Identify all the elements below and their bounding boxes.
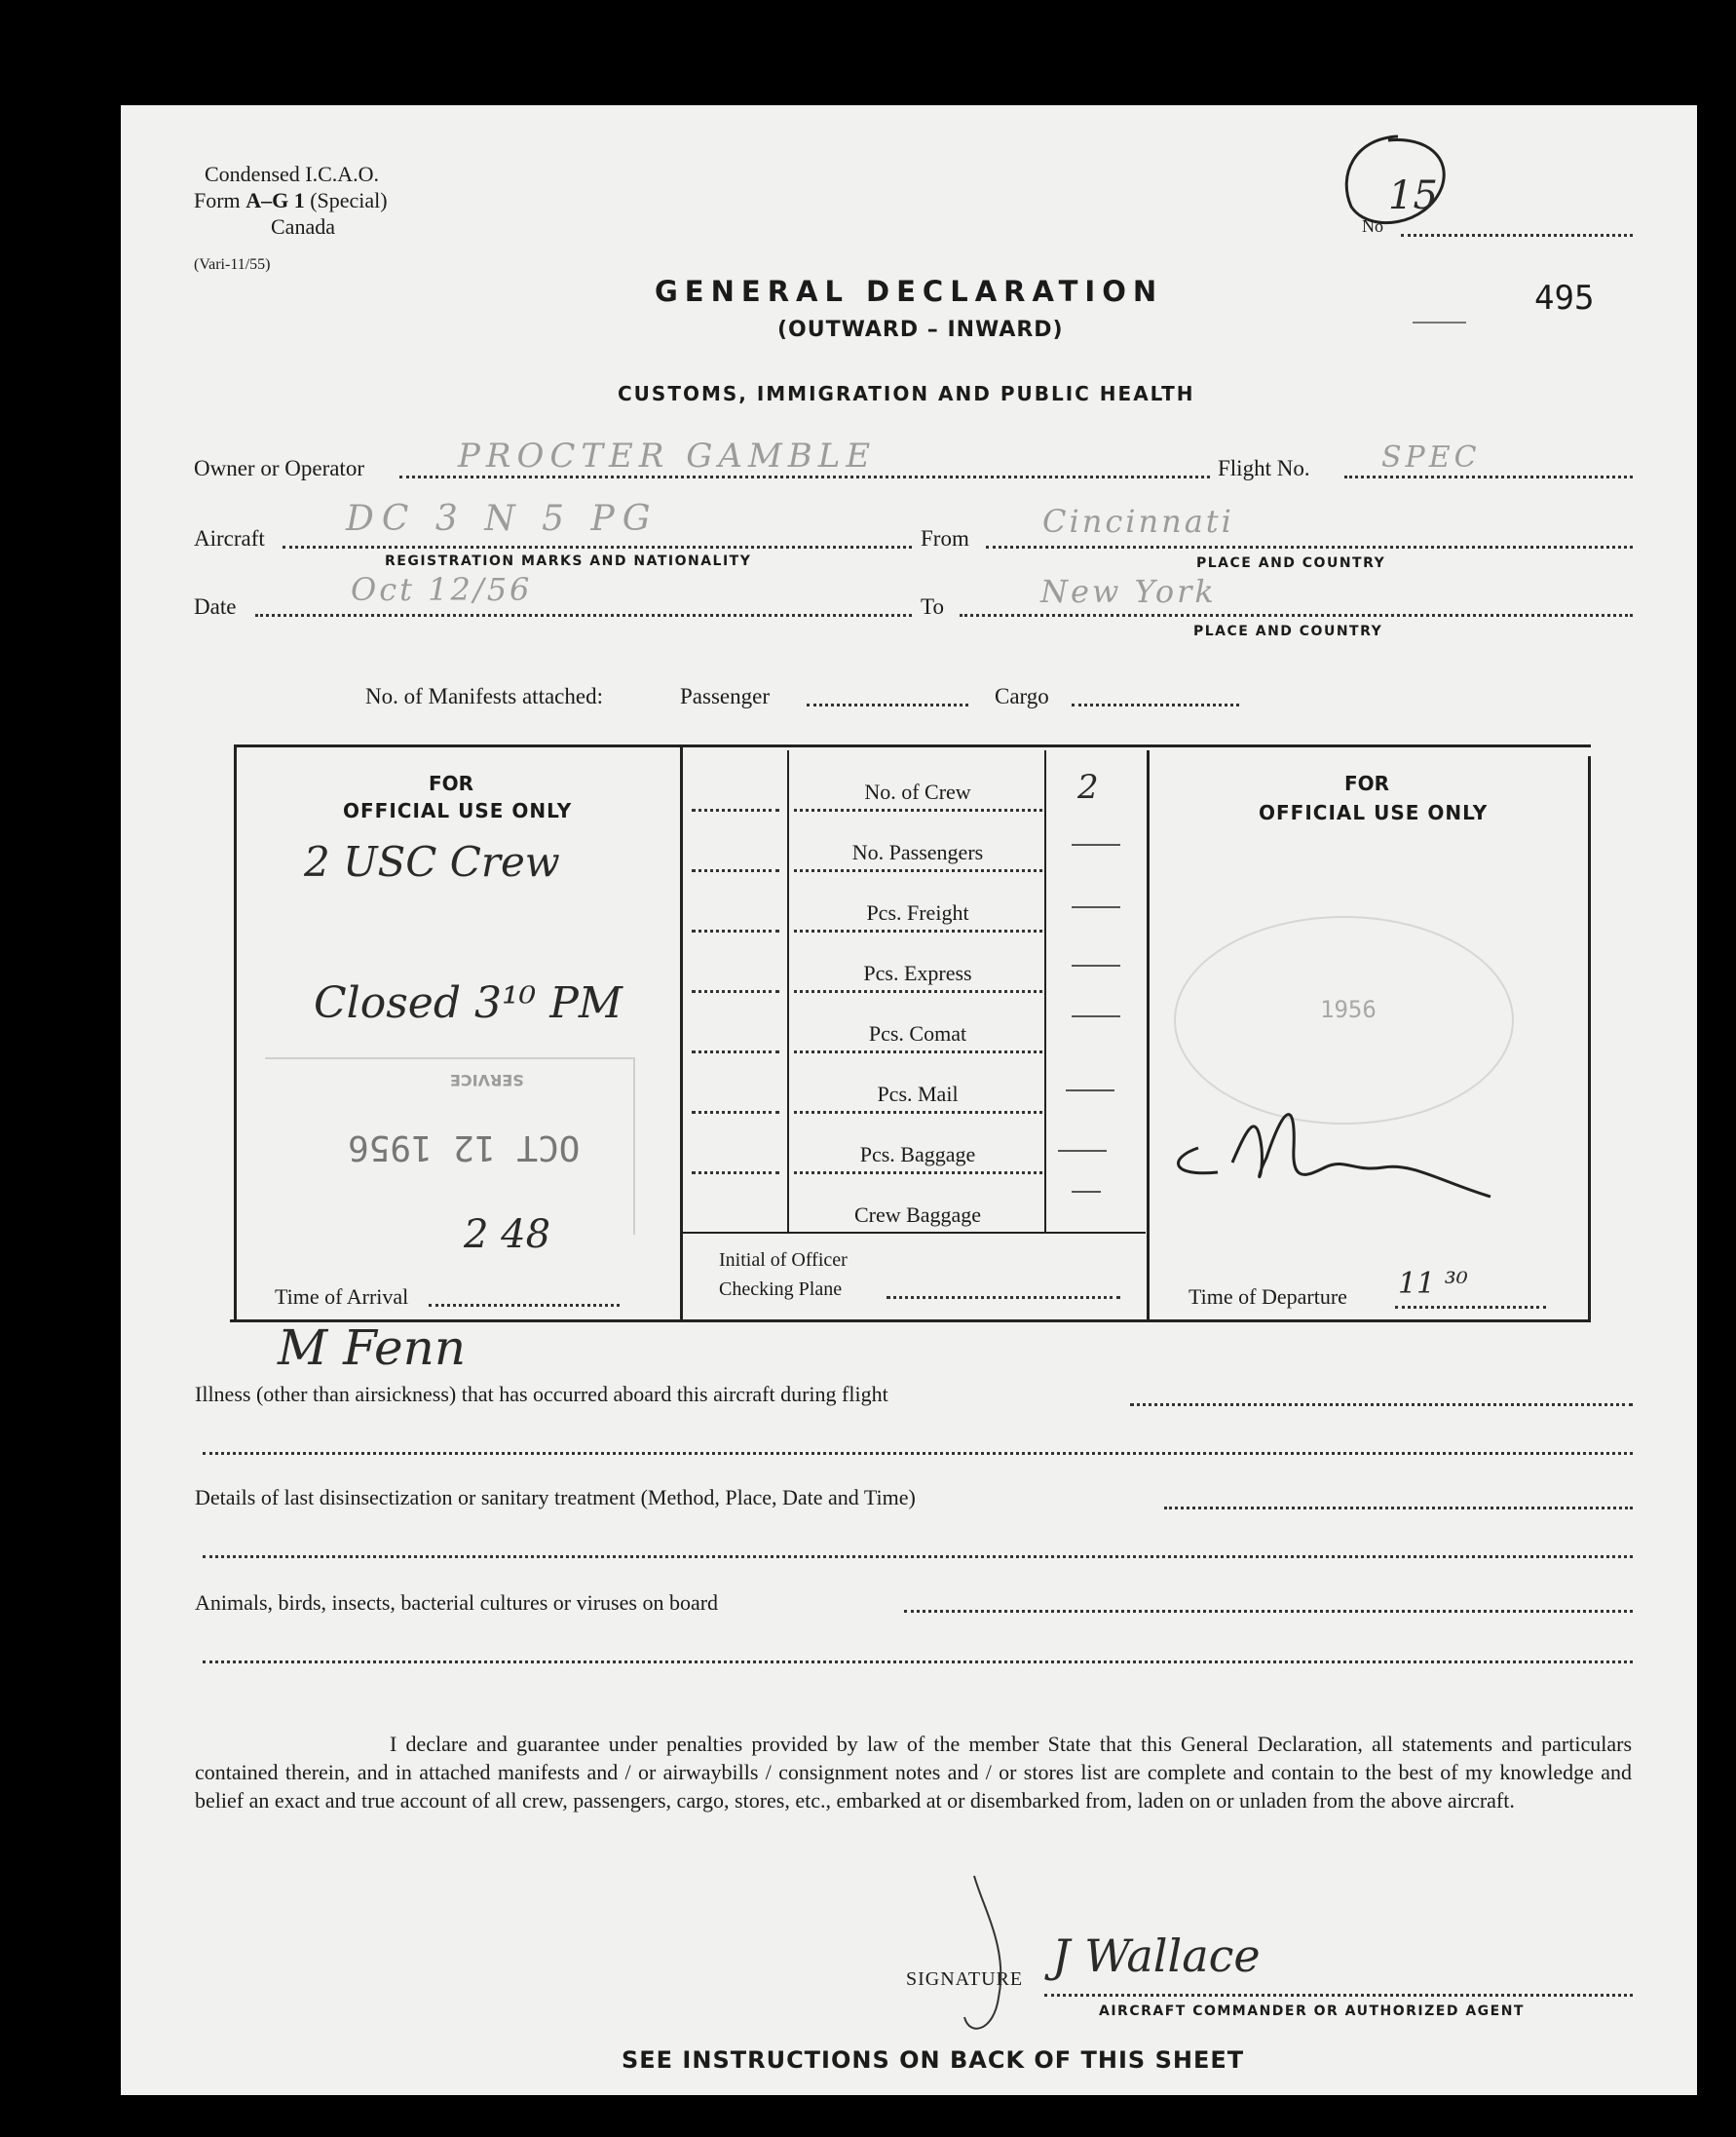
departure-label: Time of Departure	[1189, 1284, 1347, 1309]
crew-row-line	[794, 1050, 1042, 1053]
departure-value: 11 ³⁰	[1398, 1267, 1468, 1301]
entry-stamp	[265, 1057, 635, 1235]
crew-dash	[1072, 1015, 1120, 1017]
right-official-title-2: OFFICIAL USE ONLY	[1259, 801, 1489, 824]
animals-line-2	[203, 1660, 1633, 1663]
signature-label: SIGNATURE	[906, 1968, 1024, 1990]
entry-stamp-date: OCT 12 1956	[348, 1127, 581, 1167]
crew-row-line	[692, 1050, 779, 1053]
right-official-title-1: FOR	[1344, 772, 1390, 795]
signature-flourish	[960, 1871, 1028, 2046]
flight-label: Flight No.	[1218, 456, 1310, 480]
crew-row-line	[794, 1111, 1042, 1114]
crew-dash	[1072, 965, 1120, 967]
owner-label: Owner or Operator	[194, 456, 364, 480]
passenger-line	[807, 704, 968, 706]
form-code: (Vari-11/55)	[194, 256, 271, 273]
crew-row-label: No. Passengers	[851, 840, 984, 864]
departure-line	[1395, 1306, 1546, 1309]
crew-row-value: 2	[1077, 768, 1099, 807]
crew-row-label: Pcs. Mail	[877, 1082, 959, 1106]
to-label: To	[921, 594, 944, 619]
initial-line	[887, 1296, 1120, 1299]
registration-caption: REGISTRATION MARKS AND NATIONALITY	[385, 553, 752, 569]
form-line-1: Condensed I.C.A.O.	[205, 162, 380, 186]
crew-row-label: Pcs. Baggage	[859, 1142, 976, 1166]
illness-label: Illness (other than airsickness) that has occurred aboard this aircraft during flight	[195, 1382, 888, 1406]
form-line-3: Canada	[271, 214, 335, 239]
left-official-title-1: FOR	[429, 772, 474, 795]
crew-row-line	[692, 930, 779, 933]
arrival-value: 2 48	[464, 1212, 551, 1257]
from-caption: PLACE AND COUNTRY	[1196, 555, 1386, 571]
crew-row-label: Pcs. Freight	[866, 900, 969, 925]
crew-dash	[1072, 1191, 1101, 1193]
flight-value: SPEC	[1381, 440, 1481, 475]
crew-row-line	[794, 1171, 1042, 1174]
passenger-label: Passenger	[680, 684, 770, 708]
initial-label-2: Checking Plane	[719, 1278, 843, 1300]
box-right-border	[1588, 756, 1591, 1322]
signature-caption: AIRCRAFT COMMANDER OR AUTHORIZED AGENT	[1099, 2003, 1525, 2019]
box-divider-left	[680, 746, 683, 1321]
date-line	[255, 614, 912, 617]
signature-value: J Wallace	[1052, 1929, 1261, 1982]
animals-label: Animals, birds, insects, bacterial cultures or viruses on board	[195, 1590, 719, 1615]
to-value: New York	[1040, 573, 1217, 610]
crew-row-line	[692, 809, 779, 812]
arrival-line	[429, 1304, 620, 1307]
disinsect-label: Details of last disinsectization or sanitary treatment (Method, Place, Date and Time)	[195, 1485, 916, 1509]
aircraft-label: Aircraft	[194, 526, 265, 551]
no-line	[1401, 234, 1633, 237]
from-value: Cincinnati	[1042, 503, 1234, 540]
initial-label-1: Initial of Officer	[719, 1249, 848, 1271]
crew-value-divider	[1044, 750, 1046, 1234]
left-note-crew: 2 USC Crew	[304, 838, 560, 886]
officer-signature: M Fenn	[278, 1319, 467, 1376]
flight-line	[1344, 476, 1633, 478]
aircraft-line	[283, 546, 912, 549]
crew-row-line	[794, 990, 1042, 993]
cargo-line	[1072, 704, 1239, 706]
aircraft-value: DC 3 N 5 PG	[346, 499, 659, 539]
box-top-border	[234, 744, 1591, 747]
arrival-label: Time of Arrival	[275, 1284, 409, 1309]
animals-line-1	[904, 1610, 1633, 1613]
crew-row-line	[692, 869, 779, 872]
initial-divider	[682, 1232, 1146, 1234]
crew-row-label: Pcs. Comat	[868, 1021, 967, 1046]
to-line	[960, 614, 1633, 617]
page-subtitle: (OUTWARD – INWARD)	[777, 318, 1064, 342]
disinsect-line-2	[203, 1555, 1633, 1558]
declaration-text: I declare and guarantee under penalties provided by law of the member State that this General Declaration, all statements and particulars contained therein, and in attached manifests and / or airwaybills / consignment notes and / or stores list are complete and contain to the best of my knowledge and belief an exact and true account of all crew, passengers, cargo, stores, etc., embarked at or disembarked from, laden on or unladen from the above aircraft.	[195, 1732, 1632, 1813]
box-left-border	[234, 744, 237, 1322]
page-title: GENERAL DECLARATION	[655, 275, 1164, 308]
left-official-title-2: OFFICIAL USE ONLY	[343, 799, 573, 822]
left-note-closed: Closed 3¹⁰ PM	[314, 978, 623, 1028]
manifests-label: No. of Manifests attached:	[365, 684, 603, 708]
owner-line	[399, 476, 1210, 478]
crew-row-line	[692, 990, 779, 993]
crew-row-line	[794, 809, 1042, 812]
from-label: From	[921, 526, 969, 551]
crew-row-label: Pcs. Express	[863, 961, 972, 985]
crew-dash	[1058, 1150, 1107, 1152]
date-label: Date	[194, 594, 237, 619]
no-label: No	[1362, 216, 1383, 236]
crew-row-line	[794, 930, 1042, 933]
disinsect-line-1	[1164, 1507, 1633, 1509]
right-stamp-year: 1956	[1320, 996, 1377, 1023]
signature-line	[1044, 1994, 1633, 1997]
right-officer-signature	[1159, 1089, 1539, 1216]
crew-row-line	[692, 1171, 779, 1174]
stamp-number: 495	[1534, 279, 1595, 318]
from-line	[986, 546, 1633, 549]
crew-row-label: Crew Baggage	[853, 1202, 982, 1227]
crew-row-label: No. of Crew	[864, 780, 971, 804]
entry-stamp-service: SERVICE	[450, 1071, 524, 1089]
owner-value: PROCTER GAMBLE	[458, 437, 877, 476]
illness-line-2	[203, 1452, 1633, 1455]
no-value: 15	[1388, 173, 1438, 218]
footer-instructions: SEE INSTRUCTIONS ON BACK OF THIS SHEET	[622, 2046, 1245, 2074]
to-caption: PLACE AND COUNTRY	[1193, 624, 1383, 639]
crew-row-line	[692, 1111, 779, 1114]
page-subheading: CUSTOMS, IMMIGRATION AND PUBLIC HEALTH	[618, 382, 1195, 405]
crew-row-line	[794, 869, 1042, 872]
crew-dash	[1072, 844, 1120, 846]
form-line-2: Form A–G 1 (Special)	[194, 188, 388, 212]
cargo-label: Cargo	[995, 684, 1049, 708]
crew-dash	[1066, 1089, 1114, 1091]
date-value: Oct 12/56	[351, 571, 533, 608]
crew-label-divider	[787, 750, 789, 1234]
crew-dash	[1072, 906, 1120, 908]
stamp-mark	[1413, 322, 1466, 324]
illness-line-1	[1130, 1403, 1633, 1406]
box-divider-right	[1147, 750, 1150, 1321]
